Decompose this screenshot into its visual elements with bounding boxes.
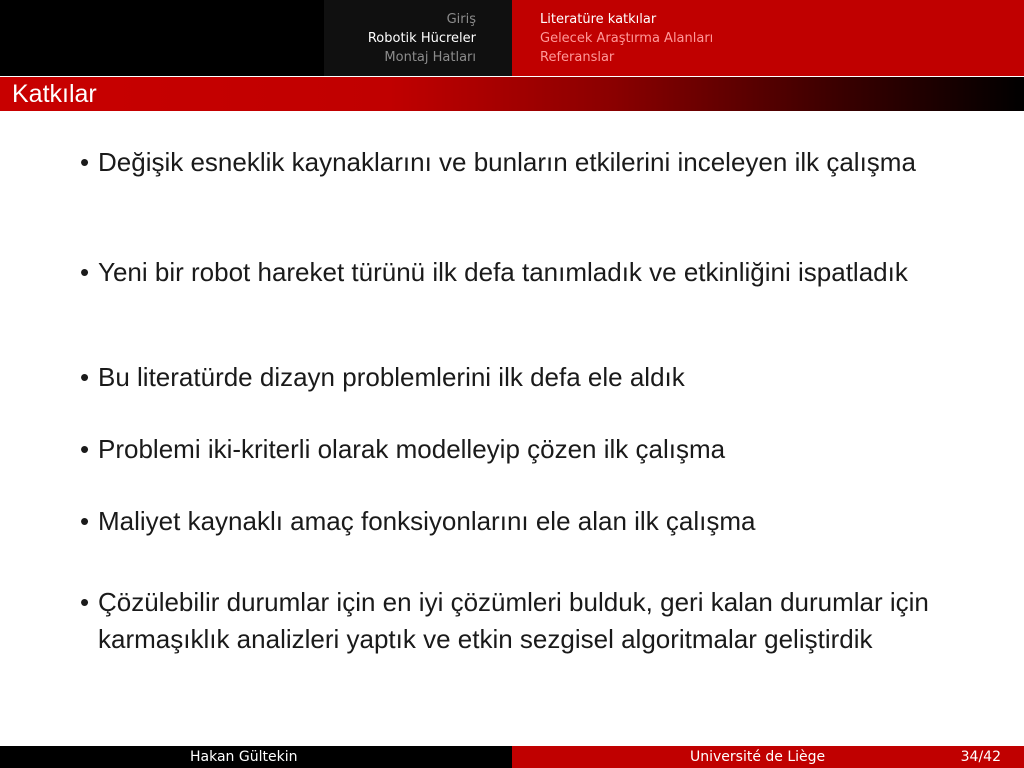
- bullet-dot: •: [80, 434, 90, 464]
- bullet-dot: •: [80, 506, 90, 536]
- bullet-dot: •: [80, 362, 90, 392]
- section-navigation-header: [0, 0, 1024, 76]
- nav-subsection-referanslar[interactable]: Referanslar: [540, 50, 615, 65]
- frame-title: Katkılar: [12, 80, 97, 108]
- nav-section-montaj-hatlari[interactable]: Montaj Hatları: [384, 50, 476, 65]
- bullet-dot: •: [80, 257, 90, 287]
- section-list-panel: [324, 0, 512, 76]
- bullet-text: Bu literatürde dizayn problemlerini ilk defa ele aldık: [98, 362, 685, 392]
- bullet-item: [80, 584, 960, 658]
- bullet-text: Maliyet kaynaklı amaç fonksiyonlarını ele alan ilk çalışma: [98, 506, 756, 536]
- bullet-text: Yeni bir robot hareket türünü ilk defa tanımladık ve etkinliğini ispatladık: [98, 257, 908, 287]
- bullet-item: [80, 431, 960, 468]
- bullet-text: Çözülebilir durumlar için en iyi çözümleri bulduk, geri kalan durumlar için karmaşıklık analizleri yaptık ve etkin sezgisel algoritmalar geliştirdik: [98, 587, 929, 654]
- nav-section-robotik-hucreler[interactable]: Robotik Hücreler: [367, 31, 476, 46]
- header-left-blank: [0, 0, 324, 76]
- footer-author: Hakan Gültekin: [190, 749, 298, 765]
- frame-title-bar: [0, 77, 1024, 111]
- footer-institution-panel: [512, 746, 1024, 768]
- bullet-item: [80, 254, 960, 291]
- subsection-list: [540, 10, 713, 67]
- nav-subsection-gelecek-arastirma[interactable]: Gelecek Araştırma Alanları: [540, 31, 714, 46]
- bullet-item: [80, 503, 960, 540]
- bullet-dot: •: [80, 587, 90, 617]
- nav-subsection-literature-katkilar[interactable]: Literatüre katkılar: [540, 12, 657, 27]
- bullet-text: Problemi iki-kriterli olarak modelleyip çözen ilk çalışma: [98, 434, 726, 464]
- bullet-dot: •: [80, 147, 90, 177]
- footer-institution: Université de Liège: [690, 749, 826, 765]
- footer-author-panel: [0, 746, 512, 768]
- section-list: [368, 10, 476, 67]
- footer-bar: [0, 746, 1024, 768]
- subsection-list-panel: [512, 0, 1024, 76]
- page-number: 34/42: [960, 749, 1001, 765]
- bullet-item: [80, 359, 960, 396]
- nav-section-giris[interactable]: Giriş: [446, 12, 476, 27]
- bullet-text: Değişik esneklik kaynaklarını ve bunların etkilerini inceleyen ilk çalışma: [98, 147, 916, 177]
- bullet-item: [80, 144, 960, 181]
